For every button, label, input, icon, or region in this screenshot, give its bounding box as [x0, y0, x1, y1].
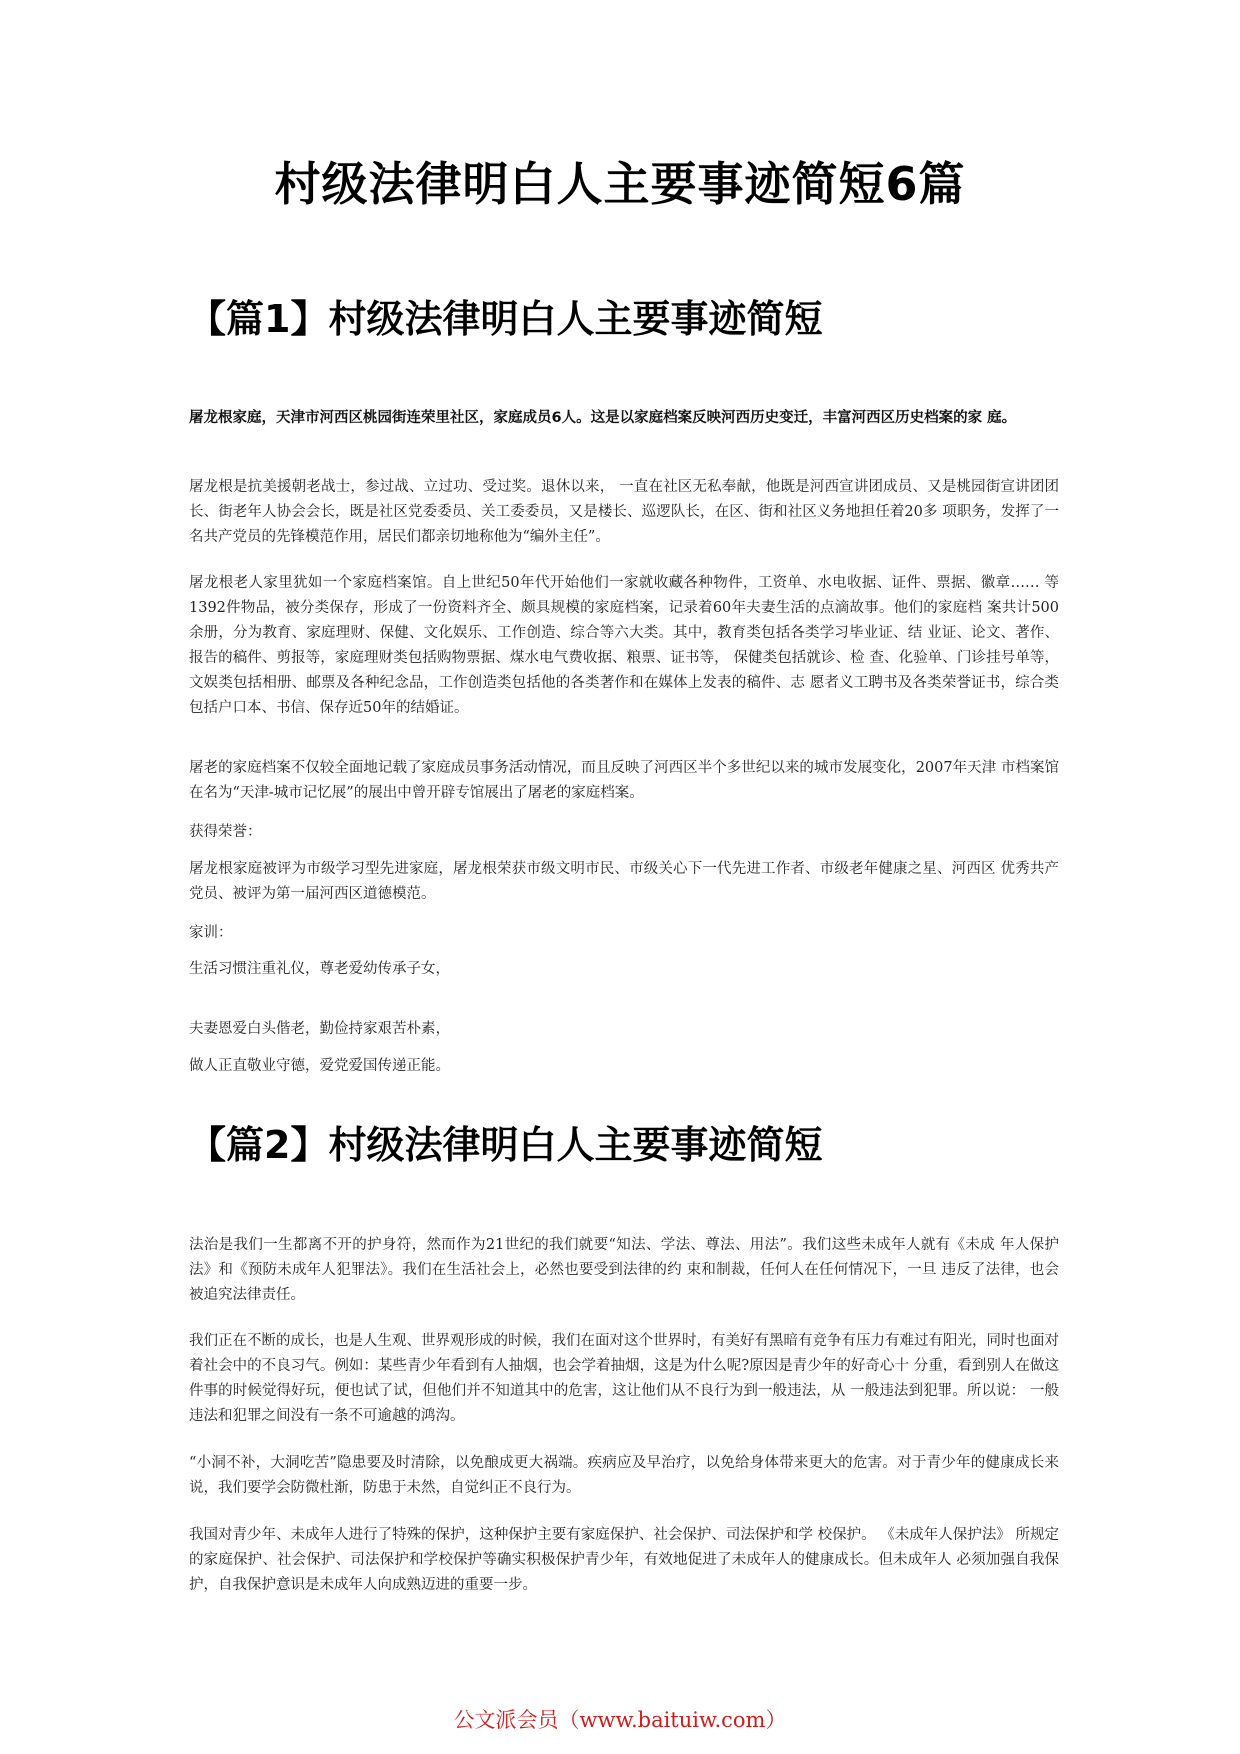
section-1-motto-line-1: 生活习惯注重礼仪，尊老爱幼传承子女， [189, 961, 450, 977]
section-2-paragraph-3: “小洞不补，大洞吃苦”隐患要及时清除，以免酿成更大祸端。疾病应及早治疗，以免给身体带来更大的危害。对于青少年的健康成长来说，我们要学会防微杜渐，防患于未然，自觉纠正不良行为。 [189, 1455, 1059, 1496]
section-2-paragraph-4: 我国对青少年、未成年人进行了特殊的保护，这种保护主要有家庭保护、社会保护、司法保护和学 校保护。 《未成年人保护法》 所规定的家庭保护、社会保护、司法保护和学校保护等确实积极保护青少年，有效地促进了未成年人的健康成长。但未成年人 必须加强自我保护，自我保护意识是未成年人向成熟迈进的重要一步。 [189, 1527, 1059, 1593]
section-1-honors-label: 获得荣誉： [189, 824, 262, 840]
section-1-motto-line-2: 夫妻恩爱白头偕老，勤俭持家艰苦朴素， [189, 1021, 450, 1037]
section-1-paragraph-3: 屠老的家庭档案不仅较全面地记载了家庭成员事务活动情况，而且反映了河西区半个多世纪以来的城市发展变化，2007年天津 市档案馆在名为“天津-城市记忆展”的展出中曾开辟专馆展出了屠老的家庭档案。 [189, 760, 1059, 801]
section-1-family-motto-label: 家训： [189, 925, 233, 941]
section-2-paragraph-1: 法治是我们一生都离不开的护身符，然而作为21世纪的我们就要“知法、学法、尊法、用法”。我们这些未成年人就有《未成 年人保护法》和《预防未成年人犯罪法》。我们在生活社会上，必然也要受到法律的约 束和制裁，任何人在任何情况下，一旦 违反了法律，也会被追究法律责任。 [189, 1237, 1059, 1303]
section-2-paragraph-2: 我们正在不断的成长，也是人生观、世界观形成的时候，我们在面对这个世界时，有美好有黑暗有竞争有压力有难过有阳光，同时也面对着社会中的不良习气。例如：某些青少年看到有人抽烟，也会学着抽烟，这是为什么呢?原因是青少年的好奇心十 分重，看到别人在做这件事的时候觉得好玩，便也试了试，但他们并不知道其中的危害，这让他们从不良行为到一般违法，从 一般违法到犯罪。所以说： 一般违法和犯罪之间没有一条不可逾越的鸿沟。 [189, 1333, 1059, 1424]
section-1-lead-paragraph: 屠龙根家庭，天津市河西区桃园街连荣里社区，家庭成员6人。这是以家庭档案反映河西历史变迁，丰富河西区历史档案的家 庭。 [189, 410, 1017, 426]
section-2-heading: 【篇2】村级法律明白人主要事迹简短 [188, 1123, 823, 1167]
section-1-heading: 【篇1】村级法律明白人主要事迹简短 [188, 297, 823, 341]
section-1-paragraph-2: 屠龙根老人家里犹如一个家庭档案馆。自上世纪50年代开始他们一家就收藏各种物件，工资单、水电收据、证件、票据、徽章…… 等1392件物品，被分类保存，形成了一份资料齐全、颇具规模的家庭档案，记录着60年夫妻生活的点滴故事。他们的家庭档 案共计500余册，分为教育、家庭理财、保健、文化娱乐、工作创造、综合等六大类。其中，教育类包括各类学习毕业证、结 业证、论文、著作、报告的稿件、剪报等，家庭理财类包括购物票据、煤水电气费收据、粮票、证书等， 保健类包括就诊、检 查、化验单、门诊挂号单等，文娱类包括相册、邮票及各种纪念品，工作创造类包括他的各类著作和在媒体上发表的稿件、志 愿者义工聘书及各类荣誉证书，综合类包括户口本、书信、保存近50年的结婚证。 [189, 575, 1059, 716]
section-1-honors-text: 屠龙根家庭被评为市级学习型先进家庭，屠龙根荣获市级文明市民、市级关心下一代先进工作者、市级老年健康之星、河西区 优秀共产党员、被评为第一届河西区道德模范。 [189, 861, 1059, 902]
section-1-motto-line-3: 做人正直敬业守德，爱党爱国传递正能。 [189, 1058, 450, 1074]
section-1-paragraph-1: 屠龙根是抗美援朝老战士，参过战、立过功、受过奖。退休以来， 一直在社区无私奉献，他既是河西宣讲团成员、又是桃园街宣讲团团长、街老年人协会会长，既是社区党委委员、关工委委员，又是楼长、巡逻队长，在区、街和社区义务地担任着20多 项职务，发挥了一名共产党员的先锋模范作用，居民们都亲切地称他为“编外主任”。 [189, 479, 1059, 545]
footer-watermark: 公文派会员（www.baituiw.com） [453, 1708, 787, 1732]
document-title: 村级法律明白人主要事迹简短6篇 [274, 157, 966, 211]
